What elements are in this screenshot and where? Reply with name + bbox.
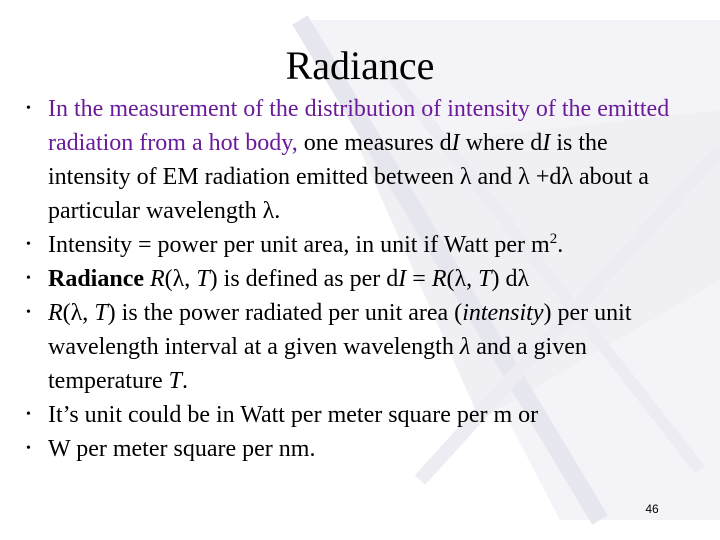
superscript: 2 (549, 231, 558, 247)
bullet-icon: • (26, 101, 31, 116)
highlighted-text: In the measurement of the distribution of intensity of the emitted radiation from a hot body, (48, 96, 670, 156)
body-text: (λ, (164, 266, 197, 292)
bullet-item (26, 432, 696, 466)
variable: I (542, 130, 551, 156)
emphasis-text: intensity (462, 300, 544, 326)
variable: R (144, 266, 165, 292)
variable: T (168, 368, 182, 394)
body-text: and a given temperature (48, 334, 587, 394)
body-text: It’s unit could be in Watt per meter square per m or (48, 402, 539, 428)
bullet-icon: • (26, 271, 31, 286)
body-text: (λ, (62, 300, 95, 326)
body-text: is the intensity of EM radiation emitted between λ and λ +dλ about a particular wavelength λ. (48, 130, 649, 224)
body-text: . (181, 368, 188, 394)
variable: R (48, 300, 63, 326)
body-text: . (557, 232, 564, 258)
page-number: 46 (645, 502, 659, 516)
bullet-item (26, 296, 696, 398)
variable: T (196, 266, 210, 292)
body-text: where d (459, 130, 543, 156)
variable: T (94, 300, 108, 326)
body-text: ) per unit wavelength interval at a given wavelength (48, 300, 632, 360)
body-text: ) is defined as per d (209, 266, 399, 292)
bullet-item (26, 228, 696, 262)
body-text: ) dλ (491, 266, 530, 292)
variable: T (478, 266, 492, 292)
body-text: = (406, 266, 432, 292)
bold-term: Radiance (48, 266, 144, 292)
bullet-icon: • (26, 407, 31, 422)
body-text: (λ, (446, 266, 479, 292)
bullet-list (26, 92, 696, 466)
bullet-icon: • (26, 237, 31, 252)
body-text: Intensity = power per unit area, in unit if Watt per m (48, 232, 550, 258)
variable: I (451, 130, 460, 156)
variable: I (398, 266, 407, 292)
bullet-icon: • (26, 305, 31, 320)
slide-title: Radiance (285, 43, 435, 88)
bullet-item (26, 398, 696, 432)
variable: R (431, 266, 447, 292)
bullet-icon: • (26, 441, 31, 456)
body-text: ) is the power radiated per unit area ( (107, 300, 463, 326)
body-text: W per meter square per nm. (48, 436, 316, 462)
bullet-item (26, 92, 696, 228)
bullet-item (26, 262, 696, 296)
body-text: one measures d (297, 130, 452, 156)
variable: λ (459, 334, 471, 360)
